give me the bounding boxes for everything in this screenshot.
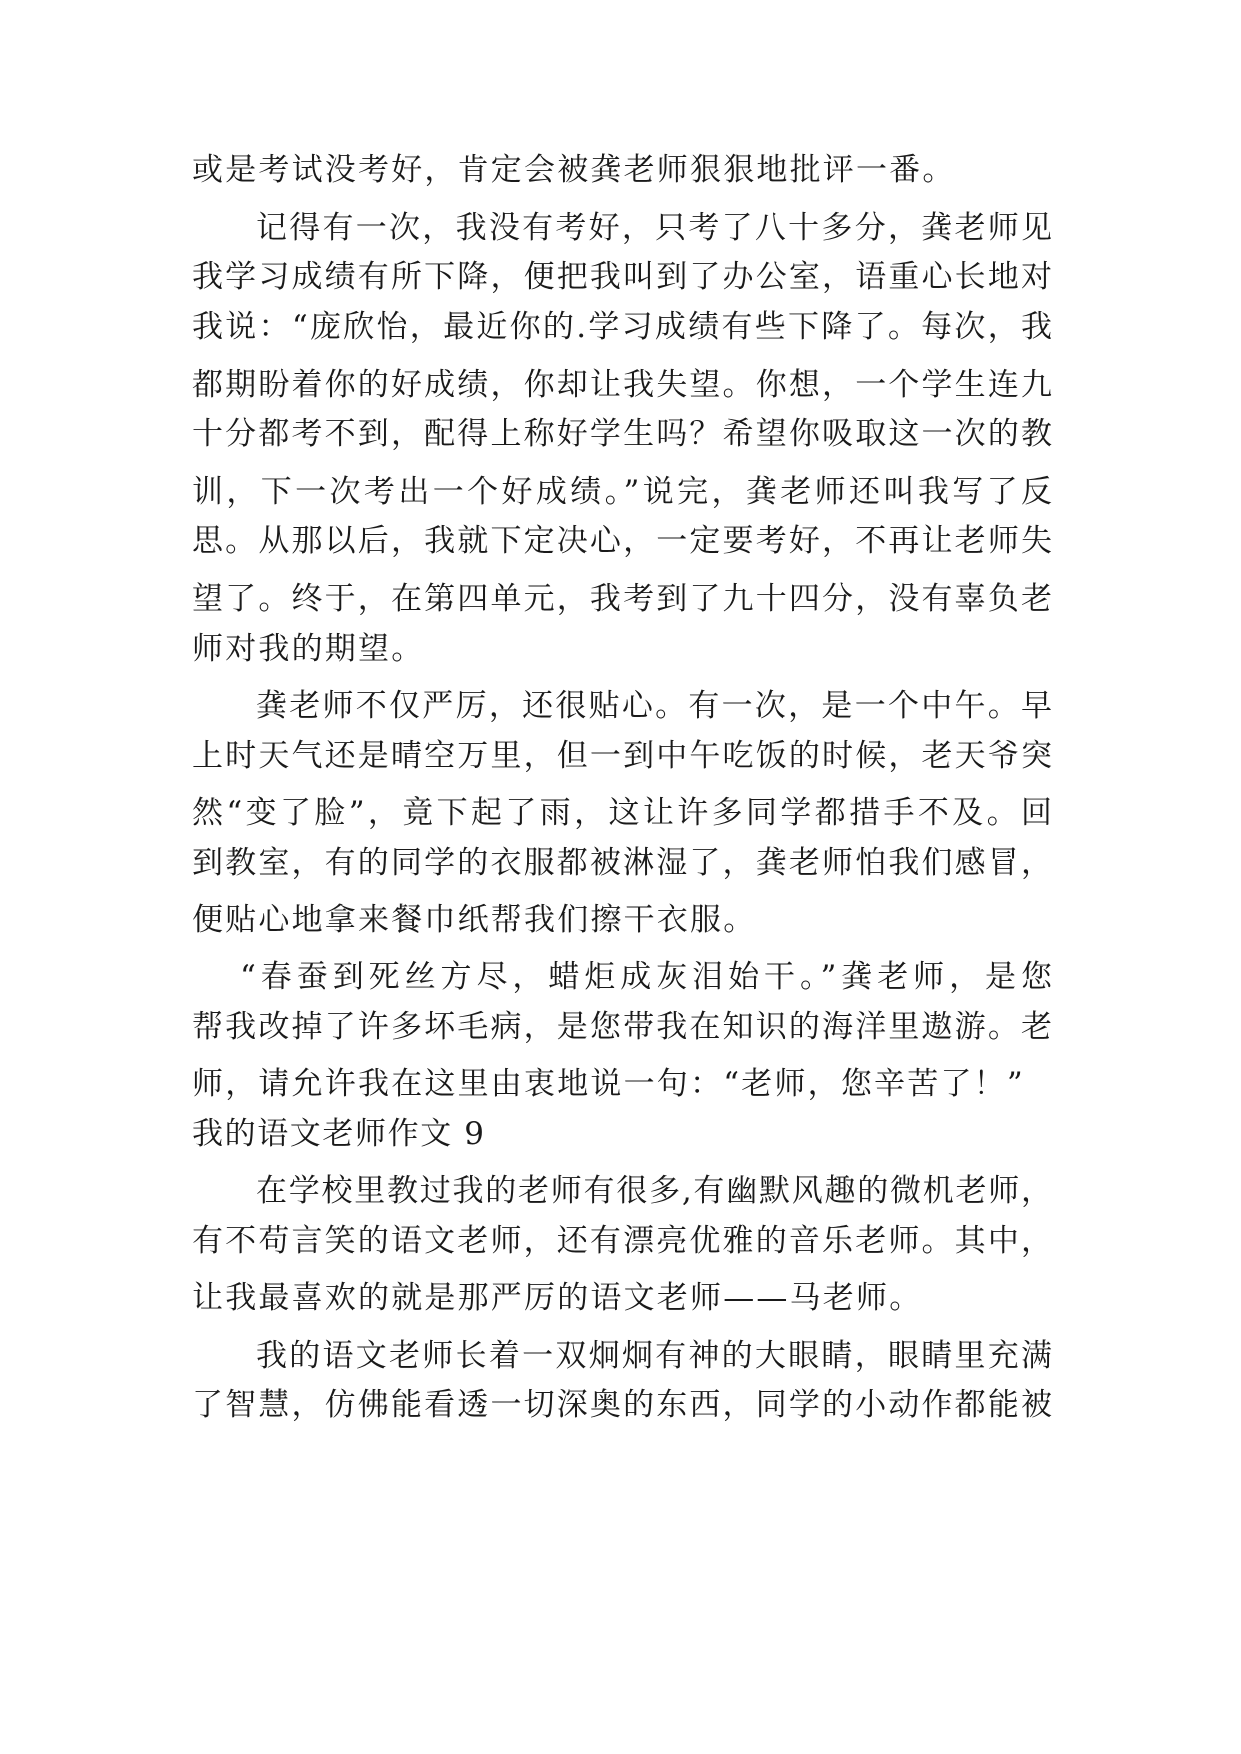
text-line: 师，请允许我在这里由衷地说一句：“老师，您辛苦了！”: [192, 1066, 1025, 1102]
text-line: 上时天气还是晴空万里，但一到中午吃饭的时候，老天爷突: [192, 738, 1052, 774]
text-line: 到教室，有的同学的衣服都被淋湿了，龚老师怕我们感冒，: [192, 845, 1052, 881]
text-line: 有不苟言笑的语文老师，还有漂亮优雅的音乐老师。其中，: [192, 1223, 1052, 1259]
text-line: 我的语文老师长着一双炯炯有神的大眼睛，眼睛里充满: [256, 1338, 1052, 1374]
text-line: 望了。终于，在第四单元，我考到了九十四分，没有辜负老: [192, 581, 1052, 617]
text-line: 或是考试没考好，肯定会被龚老师狠狠地批评一番。: [192, 152, 956, 188]
text-line: 记得有一次，我没有考好，只考了八十多分，龚老师见: [256, 210, 1052, 246]
text-line: 训，下一次考出一个好成绩。”说完，龚老师还叫我写了反: [192, 474, 1052, 510]
text-line: 帮我改掉了许多坏毛病，是您带我在知识的海洋里遨游。老: [192, 1009, 1052, 1045]
text-line: 思。从那以后，我就下定决心，一定要考好，不再让老师失: [192, 523, 1052, 559]
text-line: 了智慧，仿佛能看透一切深奥的东西，同学的小动作都能被: [192, 1387, 1052, 1423]
text-line: 让我最喜欢的就是那严厉的语文老师——马老师。: [192, 1280, 923, 1316]
text-line: 在学校里教过我的老师有很多,有幽默风趣的微机老师，: [256, 1173, 1052, 1209]
text-line: 我说：“庞欣怡，最近你的.学习成绩有些下降了。每次，我: [192, 309, 1052, 345]
text-line: “春蚕到死丝方尽，蜡炬成灰泪始干。”龚老师，是您: [240, 959, 1052, 995]
text-line: 我学习成绩有所下降，便把我叫到了办公室，语重心长地对: [192, 259, 1052, 295]
text-line: 都期盼着你的好成绩，你却让我失望。你想，一个学生连九: [192, 367, 1052, 403]
text-line: 然“变了脸”，竟下起了雨，这让许多同学都措手不及。回: [192, 795, 1052, 831]
text-line: 便贴心地拿来餐巾纸帮我们擦干衣服。: [192, 902, 757, 938]
text-line: 十分都考不到，配得上称好学生吗？希望你吸取这一次的教: [192, 416, 1052, 452]
section-heading: 我的语文老师作文 9: [192, 1116, 486, 1152]
text-line: 师对我的期望。: [192, 631, 425, 667]
text-line: 龚老师不仅严厉，还很贴心。有一次，是一个中午。早: [256, 688, 1052, 724]
